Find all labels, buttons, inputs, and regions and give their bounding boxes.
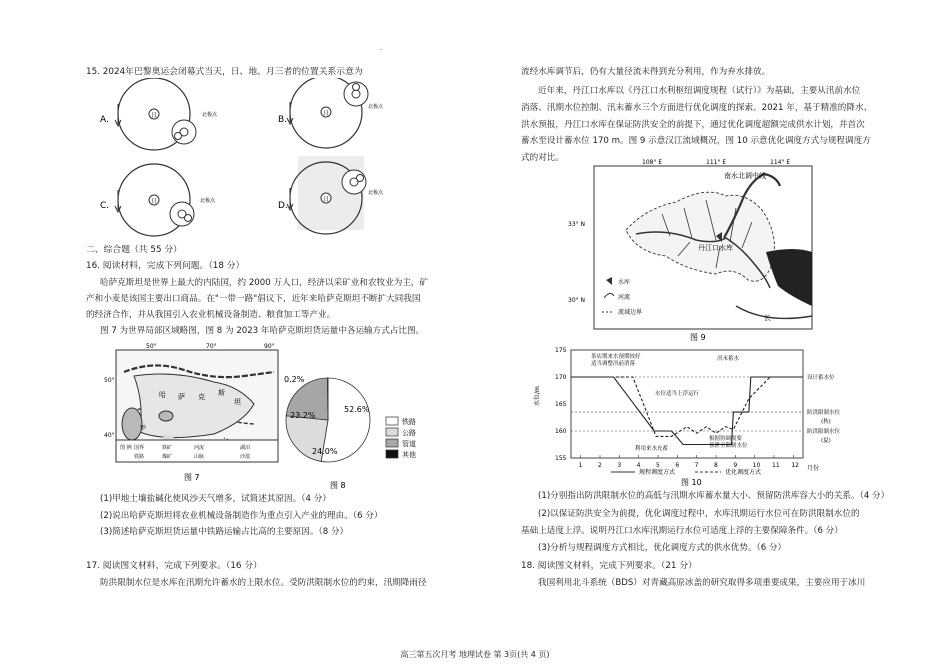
q17-para1: 防洪限制水位是水库在汛期允许蓄水的上限水位。受防洪限制水位的约束，汛期降雨径 — [100, 578, 427, 588]
fig9-lon-108: 108° E — [642, 159, 663, 166]
q16-para-line1: 哈萨克斯坦是世界上最大的内陆国，约 2000 万人口，经济以采矿业和农牧业为主，矿 — [100, 278, 429, 288]
q16-sub3: (3)简述哈萨克斯坦货运量中铁路运输占比高的主要原因。（8 分） — [100, 527, 349, 537]
figure-8-pie-chart — [282, 368, 442, 492]
fig7-legend-3: 湖泊 — [240, 445, 251, 451]
q17-sub2-line1: (2)以保证防洪安全为前提，优化调度过程中，水库汛期运行水位可在防洪限制水位的 — [538, 509, 860, 519]
option-c-northpole: 北极点 — [200, 198, 216, 204]
fig7-lon-70: 70° — [206, 343, 217, 350]
fig7-country-3: 斯 — [218, 389, 225, 397]
fig10-xtick-6: 7 — [694, 462, 699, 469]
option-d-sun: 日 — [322, 196, 330, 203]
pie-legend-swatch-0 — [386, 417, 398, 425]
question-15: 15. 2024年巴黎奥运会闭幕式当天，日、地、月三者的位置关系示意为 — [86, 67, 363, 77]
fig10-annotation-1-0: 水位适当上浮运行 — [655, 391, 700, 397]
fig7-legend-5: 煤矿 — [162, 454, 173, 460]
option-c-sun: 日 — [150, 198, 158, 205]
option-a-northpole: 北极点 — [202, 112, 218, 118]
fig10-series-0 — [571, 377, 803, 445]
fig7-country-0: 哈 — [159, 391, 166, 399]
fig9-legend-river: 河流 — [618, 294, 631, 301]
q17-sub3: (3)分析与规程调度方式相比，优化调度方式的供水优势。（6 分） — [538, 543, 787, 553]
q18-para1: 我国利用北斗系统（BDS）对青藏高原冰盖的研究取得多项重要成果，主要应用于冰川 — [538, 578, 866, 588]
fig10-reflabel-2: (秋) — [821, 419, 831, 426]
figure-7-map — [104, 342, 284, 484]
fig10-ytick-3: 170 — [555, 374, 567, 381]
pie-slice-3 — [327, 378, 328, 420]
pie-legend-swatch-1 — [386, 428, 398, 436]
option-d-diagram — [278, 156, 384, 234]
fig7-legend-0: 国界 — [134, 445, 145, 451]
pie-label-1: 24.0% — [312, 447, 338, 456]
fig10-xtick-10: 11 — [772, 462, 780, 469]
fig10-annotation-4-0: 根据协调需要 — [709, 436, 743, 442]
fig9-legend-boundary: 流域边界 — [618, 309, 643, 316]
option-b-northpole: 北极点 — [368, 104, 384, 110]
fig10-ylabel: 水位/m — [534, 386, 541, 406]
fig10-reflabel-0: 设计蓄水位 — [807, 375, 835, 381]
fig10-xtick-2: 3 — [617, 462, 622, 469]
q16-para2: 图 7 为世界局部区域略图，图 8 为 2023 年哈萨克斯坦货运量中各运输方式占比图。 — [100, 326, 425, 336]
fig9-canal-label: 南水北调中线 — [724, 172, 766, 180]
fig10-xtick-9: 10 — [752, 462, 761, 469]
fig10-series-1 — [571, 377, 770, 436]
pie-label-3: 0.2% — [284, 375, 305, 384]
fig7-jia-marker: 甲 — [140, 425, 147, 432]
fig10-reflabel-1: 防洪限制水位 — [807, 410, 841, 417]
fig7-lon-50: 50° — [146, 343, 157, 350]
fig7-legend-4: 铁路 — [134, 454, 145, 460]
pie-legend-label-1: 公路 — [402, 429, 416, 437]
figure-9-map — [566, 156, 824, 342]
fig7-caption: 图 7 — [184, 473, 200, 482]
fig10-xtick-11: 12 — [791, 462, 799, 469]
q16-para-line2: 产和小麦是该国主要出口商品。在"一带一路"倡议下，近年来哈萨克斯坦不断扩大同我国 — [86, 294, 421, 304]
fig9-legend-reservoir: 水库 — [618, 279, 631, 286]
fig10-legend-dashed: 优化调度方式 — [725, 469, 762, 476]
fig7-legend-1: 铁矿 — [162, 445, 173, 451]
fig7-country-1: 萨 — [178, 393, 185, 401]
option-c-label: C. — [100, 201, 110, 211]
fig9-yangtze-label: 长 — [764, 314, 771, 322]
pie-legend-label-0: 铁路 — [402, 418, 416, 426]
option-b-sun: 日 — [322, 110, 330, 117]
pie-legend-swatch-3 — [386, 450, 398, 458]
page-footer: 高三第五次月考 地理试卷 第 3页(共 4 页) — [400, 650, 550, 659]
fig10-xtick-0: 1 — [578, 462, 583, 469]
fig10-xtick-1: 2 — [598, 462, 602, 469]
right-para2-line5: 式的对比。 — [521, 153, 564, 163]
option-d-northpole: 北极点 — [368, 190, 384, 196]
fig10-annotation-4-1: 预泄至限制水位 — [709, 443, 748, 449]
q16-sub2: (2)说出哈萨克斯坦将农业机械设备制造作为重点引入产业的理由。（6 分） — [100, 511, 383, 521]
question-18: 18. 阅读图文材料，完成下列要求。（21 分） — [521, 561, 697, 571]
right-para2-line1: 近年来，丹江口水库以《丹江口水利枢纽调度规程（试行）》为基础，主要从汛前水位 — [538, 86, 861, 96]
fig7-country-2: 克 — [198, 393, 205, 401]
fig10-legend — [611, 468, 761, 476]
fig7-legend-title: 图 例 — [120, 445, 132, 451]
figure-10-line-chart — [531, 340, 861, 486]
fig9-lon-111: 111° E — [706, 159, 727, 166]
q17-sub2-line2: 基础上适度上浮。说明丹江口水库汛期运行水位可适度上浮的主要保障条件。（6 分） — [521, 526, 843, 536]
pie-legend-label-3: 其他 — [402, 451, 416, 459]
fig7-country-4: 坦 — [234, 398, 241, 406]
right-para2-line4: 蓄水至设计蓄水位 170 m。图 9 示意汉江流域概况，图 10 示意优化调度方式与规程调度方 — [521, 136, 871, 146]
fig10-ytick-0: 155 — [555, 455, 567, 462]
question-17: 17. 阅读图文材料，完成下列要求。（16 分） — [86, 561, 262, 571]
fig9-lat-30: 30° N — [568, 297, 586, 304]
fig7-legend-6: 山脉 — [194, 454, 205, 460]
fig9-lat-33: 33° N — [568, 221, 586, 228]
fig10-caption: 图 10 — [681, 478, 702, 486]
option-b-diagram — [278, 78, 384, 148]
fig10-annotation-3-0: 利用来水充蓄 — [635, 446, 669, 452]
option-a-label: A. — [100, 115, 109, 125]
fig10-annotation-0-0: 茶店期来水预期较好 — [591, 354, 641, 360]
fig10-ytick-2: 165 — [555, 401, 567, 408]
fig10-annotation-0-1: 适当调整汛前消落 — [591, 361, 636, 367]
fig7-lat-40: 40° — [104, 432, 115, 439]
fig9-caption: 图 9 — [690, 333, 706, 342]
pie-label-2: 23.2% — [290, 411, 316, 420]
pie-label-0: 52.6% — [344, 405, 370, 414]
fig7-lon-90: 90° — [264, 343, 275, 350]
q17-sub1: (1)分别指出防洪限制水位的高低与汛期水库蓄水量大小、预留防洪库容大小的关系。（4 分） — [538, 491, 890, 501]
q15-options-figure — [96, 78, 396, 238]
fig10-xtick-4: 5 — [656, 462, 660, 469]
fig10-annotation-2-0: 汛末蓄水 — [717, 356, 740, 362]
fig10-xtick-8: 9 — [733, 462, 738, 469]
option-c-diagram — [100, 164, 216, 236]
option-a-diagram — [100, 78, 218, 150]
fig7-legend-2: 河流 — [194, 445, 205, 451]
option-d-label: D. — [278, 201, 288, 211]
fig10-xtick-5: 6 — [675, 462, 680, 469]
q16-sub1: (1)甲地土壤盐碱化使风沙天气增多，试简述其原因。（4 分） — [100, 494, 331, 504]
fig10-xlabel: 月份 — [807, 465, 820, 472]
fig10-reflabel-4: (夏) — [821, 438, 831, 444]
question-16: 16. 阅读材料，完成下列问题。（18 分） — [86, 261, 245, 271]
fig10-xtick-7: 8 — [714, 462, 718, 469]
fig9-reservoir-label: 丹江口水库 — [698, 244, 733, 252]
fig10-xtick-3: 4 — [636, 462, 641, 469]
option-b-label: B. — [278, 115, 288, 125]
option-a-sun: 日 — [150, 112, 158, 119]
pie-legend-swatch-2 — [386, 439, 398, 447]
fig10-ytick-1: 160 — [555, 428, 567, 435]
fig8-caption: 图 8 — [330, 481, 346, 490]
fig7-lat-50: 50° — [104, 377, 115, 384]
right-para1: 流经水库调节后，仍有大量径流未得到充分利用，作为弃水排放。 — [521, 67, 771, 77]
right-para2-line3: 洪水预报，丹江口水库在保证防洪安全的前提下，通过优化调度超额完成供水计划，并首次 — [521, 120, 865, 130]
fig10-legend-solid: 规程调度方式 — [639, 469, 676, 476]
right-para2-line2: 消落、汛期水位控制、汛末蓄水三个方面进行优化调度的探索。2021 年，基于精准的降水、 — [521, 103, 873, 113]
section-2-heading: 二、综合题（共 55 分） — [86, 245, 182, 255]
top-dot: · — [380, 46, 383, 54]
fig10-ytick-4: 175 — [555, 347, 567, 354]
fig10-reflabel-3: 防洪限制水位 — [807, 429, 841, 435]
q16-para-line3: 的经济合作，并从我国引入农业机械设备制造、粮食加工等产业。 — [86, 310, 336, 320]
pie-legend-label-2: 管道 — [402, 440, 416, 448]
fig9-lon-114: 114° E — [770, 159, 791, 166]
fig7-legend-7: 沙漠 — [240, 454, 251, 460]
